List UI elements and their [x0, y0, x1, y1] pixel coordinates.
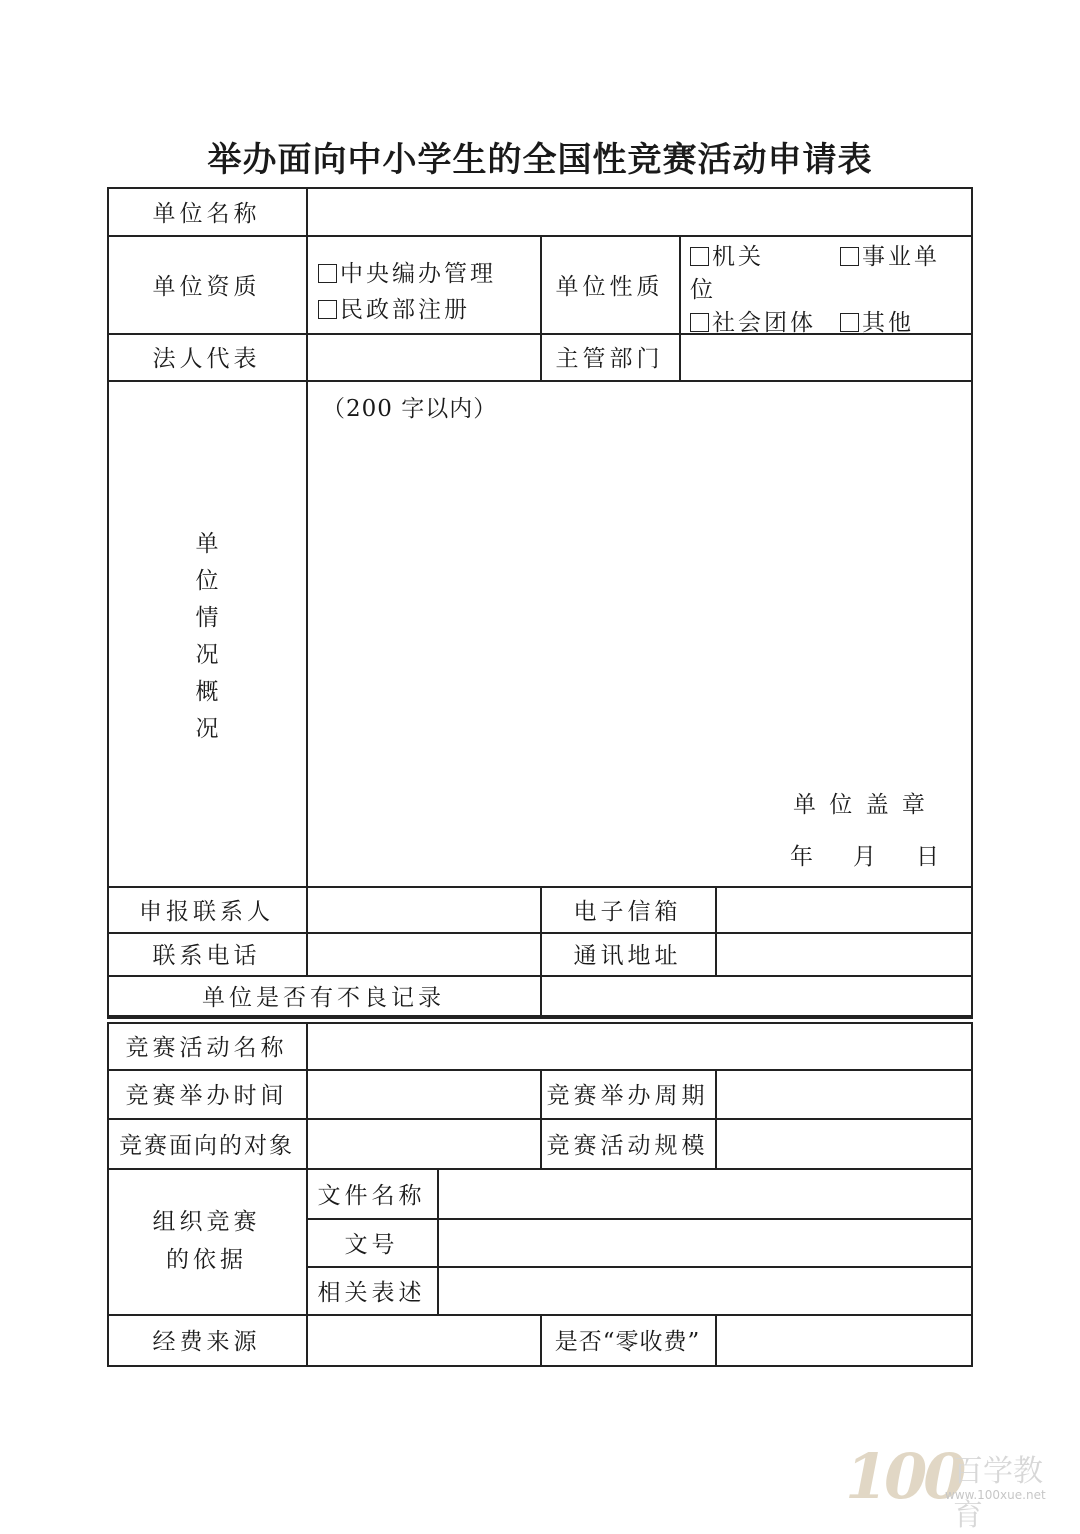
option-civil-affairs[interactable] [318, 291, 470, 324]
label-zero-fee: 是否“零收费” [554, 1329, 701, 1355]
option-label: 社会团体 [712, 310, 816, 336]
label-basis [107, 1168, 306, 1314]
checkbox-icon [840, 313, 859, 332]
label-basis-line1: 组织竞赛 [152, 1209, 261, 1235]
field-unit-overview[interactable] [308, 425, 971, 765]
label-email: 电子信箱 [573, 898, 682, 925]
line-v [971, 1022, 973, 1367]
label-char: 概 [195, 679, 219, 705]
field-funding[interactable] [308, 1316, 540, 1365]
field-unit-name[interactable] [308, 189, 971, 235]
option-central-office[interactable] [318, 255, 496, 288]
checkbox-icon [840, 247, 859, 266]
field-contest-cycle[interactable] [717, 1071, 971, 1118]
field-email[interactable] [717, 888, 971, 932]
label-related-desc: 相关表述 [317, 1279, 426, 1306]
label-unit-nature: 单位性质 [555, 273, 664, 300]
label-legal-rep: 法人代表 [152, 346, 261, 372]
line-v [971, 187, 973, 1017]
label-char: 位 [195, 568, 219, 594]
label-contest-scale: 竞赛活动规模 [546, 1132, 709, 1159]
field-bad-record[interactable] [542, 977, 971, 1015]
field-contest-target[interactable] [308, 1120, 540, 1168]
label-char: 情 [195, 605, 219, 631]
label-char: 单 [195, 531, 219, 557]
date-day: 日 [916, 844, 942, 870]
label-unit-name: 单位名称 [152, 200, 261, 227]
option-label: 其他 [862, 310, 914, 336]
label-char: 况 [195, 716, 219, 742]
field-related-desc[interactable] [439, 1268, 971, 1314]
label-char: 况 [195, 642, 219, 668]
option-social-group[interactable] [690, 304, 816, 337]
stamp-label: 单 位 盖 章 [793, 792, 928, 818]
option-label: 中央编办管理 [340, 261, 496, 287]
label-unit-qualification: 单位资质 [152, 273, 261, 300]
label-contest-name: 竞赛活动名称 [125, 1035, 288, 1061]
field-zero-fee[interactable] [717, 1316, 971, 1365]
option-label: 机关 [712, 244, 764, 270]
option-label: 事业单 [862, 244, 940, 270]
watermark-url: www.100xue.net [945, 1488, 1046, 1502]
option-government[interactable] [690, 238, 764, 271]
option-institution-wrap: 位 [690, 277, 716, 303]
watermark-number: 100 [845, 1440, 963, 1513]
label-contest-cycle: 竞赛举办周期 [546, 1083, 709, 1109]
option-other[interactable] [840, 304, 914, 337]
watermark-logo [845, 1440, 1046, 1533]
label-doc-number: 文号 [344, 1231, 399, 1258]
label-phone: 联系电话 [152, 943, 261, 969]
checkbox-icon [690, 247, 709, 266]
field-doc-name[interactable] [439, 1170, 971, 1218]
label-supervisor: 主管部门 [555, 346, 664, 372]
field-phone[interactable] [308, 934, 540, 975]
field-contact-person[interactable] [308, 888, 540, 932]
form-title: 举办面向中小学生的全国性竞赛活动申请表 [207, 140, 873, 180]
field-legal-rep[interactable] [308, 335, 540, 380]
label-unit-overview [192, 526, 222, 748]
field-contest-time[interactable] [308, 1071, 540, 1118]
option-label: 民政部注册 [340, 297, 470, 323]
label-bad-record: 单位是否有不良记录 [202, 984, 445, 1011]
date-month: 月 [853, 844, 879, 870]
option-institution[interactable] [840, 238, 940, 271]
label-contest-time: 竞赛举办时间 [125, 1083, 288, 1109]
label-contact-person: 申报联系人 [139, 898, 274, 925]
label-address: 通讯地址 [573, 943, 682, 969]
checkbox-icon [318, 264, 337, 283]
date-year: 年 [790, 844, 816, 870]
label-funding: 经费来源 [152, 1329, 261, 1355]
field-doc-number[interactable] [439, 1220, 971, 1266]
watermark-brand: 百学教育 [953, 1454, 1043, 1533]
overview-hint: （200 字以内） [322, 396, 498, 422]
field-supervisor[interactable] [681, 335, 971, 380]
label-doc-name: 文件名称 [317, 1182, 426, 1209]
checkbox-icon [318, 300, 337, 319]
checkbox-icon [690, 313, 709, 332]
field-contest-name[interactable] [308, 1024, 971, 1069]
label-basis-line2: 的依据 [166, 1247, 247, 1273]
field-address[interactable] [717, 934, 971, 975]
label-contest-target: 竞赛面向的对象 [119, 1132, 294, 1159]
field-contest-scale[interactable] [717, 1120, 971, 1168]
